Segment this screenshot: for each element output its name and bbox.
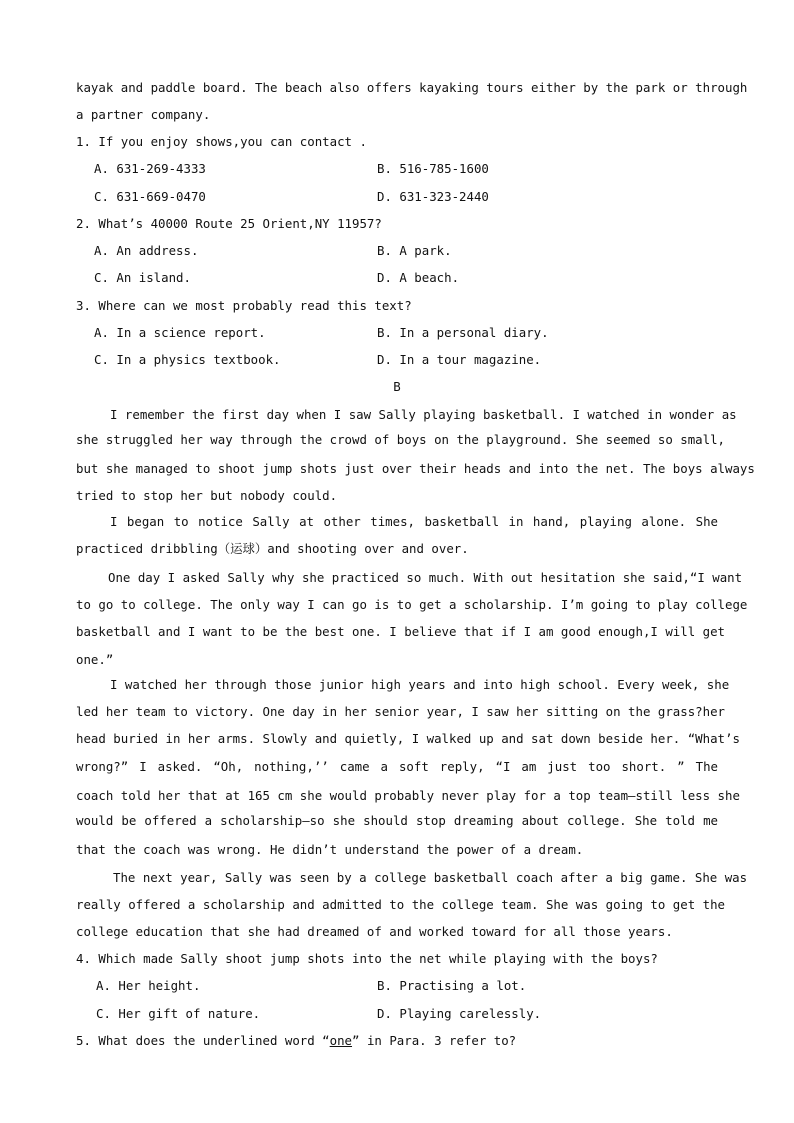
question-2-option-b: B. A park. bbox=[377, 243, 452, 258]
question-2-stem: 2. What’s 40000 Route 25 Orient,NY 11957? bbox=[76, 216, 382, 231]
question-1-option-d: D. 631-323-2440 bbox=[377, 189, 489, 204]
passage-b-p4-line: that the coach was wrong. He didn’t understand the power of a dream. bbox=[76, 842, 584, 857]
passage-b-p5-line: really offered a scholarship and admitted to the college team. She was going to get the bbox=[76, 897, 726, 912]
passage-b-p3-line: One day I asked Sally why she practiced so much. With out hesitation she said,“I want bbox=[108, 570, 743, 585]
section-b-title: B bbox=[393, 379, 401, 394]
passage-b-p4-line: would be offered a scholarship—so she should stop dreaming about college. She told me bbox=[76, 813, 718, 828]
question-4-option-b: B. Practising a lot. bbox=[377, 978, 527, 993]
passage-b-p4-line: wrong?” I asked. “Oh, nothing,’’ came a soft reply, “I am just too short. ” The bbox=[76, 759, 718, 774]
passage-b-p2-line: practiced dribbling（运球）and shooting over and over. bbox=[76, 541, 469, 556]
passage-b-p1-line: she struggled her way through the crowd of boys on the playground. She seemed so small, bbox=[76, 432, 726, 447]
passage-b-p5-line: The next year, Sally was seen by a college basketball coach after a big game. She was bbox=[113, 870, 748, 885]
question-5-stem-suffix: ” in Para. 3 refer to? bbox=[352, 1033, 517, 1048]
passage-b-p1-line: I remember the first day when I saw Sally playing basketball. I watched in wonder as bbox=[110, 407, 737, 422]
passage-a-line: a partner company. bbox=[76, 107, 211, 122]
question-2-option-a: A. An address. bbox=[94, 243, 199, 258]
question-5-stem-prefix: 5. What does the underlined word “ bbox=[76, 1033, 330, 1048]
passage-b-p2-line: I began to notice Sally at other times, basketball in hand, playing alone. She bbox=[110, 514, 718, 529]
passage-b-p4-line: led her team to victory. One day in her senior year, I saw her sitting on the grass?her bbox=[76, 704, 726, 719]
question-5-stem bbox=[76, 1033, 718, 1049]
passage-a-line: kayak and paddle board. The beach also offers kayaking tours either by the park or through bbox=[76, 80, 748, 95]
question-1-option-a: A. 631-269-4333 bbox=[94, 161, 206, 176]
passage-b-p1-line: but she managed to shoot jump shots just over their heads and into the net. The boys always bbox=[76, 461, 755, 476]
question-3-stem: 3. Where can we most probably read this text? bbox=[76, 298, 412, 313]
passage-b-p4-line: I watched her through those junior high years and into high school. Every week, she bbox=[110, 677, 730, 692]
passage-b-p4-line: head buried in her arms. Slowly and quietly, I walked up and sat down beside her. “What’s bbox=[76, 731, 740, 746]
question-3-option-d: D. In a tour magazine. bbox=[377, 352, 542, 367]
question-1-stem: 1. If you enjoy shows,you can contact . bbox=[76, 134, 367, 149]
question-4-stem: 4. Which made Sally shoot jump shots into the net while playing with the boys? bbox=[76, 951, 658, 966]
question-4-option-d: D. Playing carelessly. bbox=[377, 1006, 542, 1021]
question-1-option-c: C. 631-669-0470 bbox=[94, 189, 206, 204]
passage-b-p4-line: coach told her that at 165 cm she would probably never play for a top team—still less she bbox=[76, 788, 740, 803]
question-2-option-c: C. An island. bbox=[94, 270, 191, 285]
question-3-option-b: B. In a personal diary. bbox=[377, 325, 549, 340]
passage-b-p1-line: tried to stop her but nobody could. bbox=[76, 488, 338, 503]
question-4-option-c: C. Her gift of nature. bbox=[96, 1006, 261, 1021]
question-1-option-b: B. 516-785-1600 bbox=[377, 161, 489, 176]
passage-b-p3-line: one.” bbox=[76, 652, 114, 667]
question-3-option-c: C. In a physics textbook. bbox=[94, 352, 281, 367]
question-4-option-a: A. Her height. bbox=[96, 978, 201, 993]
passage-b-p3-line: to go to college. The only way I can go is to get a scholarship. I’m going to play college bbox=[76, 597, 748, 612]
question-3-option-a: A. In a science report. bbox=[94, 325, 266, 340]
passage-b-p5-line: college education that she had dreamed of and worked toward for all those years. bbox=[76, 924, 673, 939]
passage-b-p3-line: basketball and I want to be the best one. I believe that if I am good enough,I will get bbox=[76, 624, 726, 639]
question-5-underlined-word: one bbox=[329, 1033, 353, 1048]
question-2-option-d: D. A beach. bbox=[377, 270, 460, 285]
